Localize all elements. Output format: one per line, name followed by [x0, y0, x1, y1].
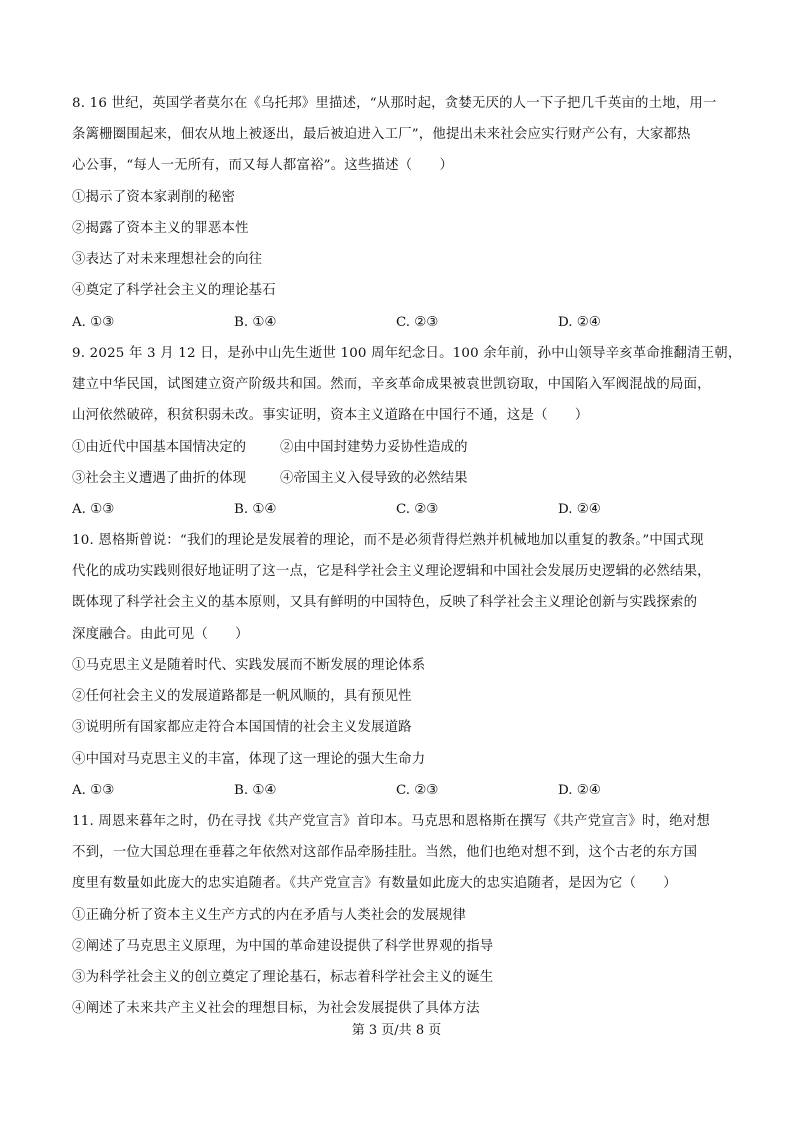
q10-stem-line-4: 深度融合。由此可见（ ） [72, 627, 249, 642]
q10-statement-3: ③说明所有国家都应走符合本国国情的社会主义发展道路 [72, 720, 412, 735]
q10-statement-4: ④中国对马克思主义的丰富，体现了这一理论的强大生命力 [72, 752, 426, 767]
q9-options [72, 500, 732, 520]
q9-statement-3: ③社会主义遭遇了曲折的体现 [72, 471, 247, 486]
q8-option-d[interactable]: D. ②④ [558, 315, 601, 330]
q10-stem-line-3: 既体现了科学社会主义的基本原则，又具有鲜明的中国特色，反映了科学社会主义理论创新与实践探索的 [72, 595, 698, 610]
q9-option-c[interactable]: C. ②③ [396, 502, 439, 517]
q10-option-a[interactable]: A. ①③ [72, 783, 115, 798]
q10-option-d[interactable]: D. ②④ [558, 783, 601, 798]
q9-statement-1: ①由近代中国基本国情决定的 [72, 440, 247, 455]
q9-option-d[interactable]: D. ②④ [558, 502, 601, 517]
q8-statement-3: ③表达了对未来理想社会的向往 [72, 252, 263, 267]
q9-statement-2: ②由中国封建势力妥协性造成的 [280, 440, 468, 455]
q8-option-a[interactable]: A. ①③ [72, 315, 115, 330]
q9-statement-4: ④帝国主义入侵导致的必然结果 [280, 471, 468, 486]
q11-statement-4: ④阐述了未来共产主义社会的理想目标，为社会发展提供了具体方法 [72, 1001, 480, 1016]
q10-stem-line-1: 10. 恩格斯曾说：“我们的理论是发展着的理论，而不是必须背得烂熟并机械地加以重复的教条。”中国式现 [72, 533, 704, 548]
q8-stem-line-1: 8. 16 世纪，英国学者莫尔在《乌托邦》里描述，“从那时起，贪婪无厌的人一下子把几千英亩的土地，用一 [72, 96, 717, 111]
q8-option-b[interactable]: B. ①④ [234, 315, 277, 330]
page-number: 第 3 页/共 8 页 [351, 1023, 442, 1038]
q10-stem-line-2: 代化的成功实践则很好地证明了这一点，它是科学社会主义理论逻辑和中国社会发展历史逻辑的必然结果， [72, 564, 711, 579]
q11-statement-3: ③为科学社会主义的创立奠定了理论基石，标志着科学社会主义的诞生 [72, 970, 494, 985]
q11-stem-line-2: 不到，一位大国总理在垂暮之年依然对这部作品牵肠挂肚。当然，他们也绝对想不到，这个古老的东方国 [72, 845, 698, 860]
q9-stem-line-3: 山河依然破碎，积贫积弱未改。事实证明，资本主义道路在中国行不通，这是（ ） [72, 408, 589, 423]
q8-statement-2: ②揭露了资本主义的罪恶本性 [72, 221, 249, 236]
q10-option-b[interactable]: B. ①④ [234, 783, 277, 798]
q8-stem-line-3: 心公事，“每人一无所有，而又每人都富裕”。这些描述（ ） [72, 158, 454, 173]
q11-statement-2: ②阐述了马克思主义原理，为中国的革命建设提供了科学世界观的指导 [72, 939, 494, 954]
q9-statement-row-1 [72, 438, 732, 458]
q8-statement-4: ④奠定了科学社会主义的理论基石 [72, 283, 276, 298]
q9-stem-line-1: 9. 2025 年 3 月 12 日，是孙中山先生逝世 100 周年纪念日。100 余年前，孙中山领导辛亥革命推翻清王朝， [72, 346, 742, 361]
q8-statement-1: ①揭示了资本家剥削的秘密 [72, 190, 236, 205]
q11-stem-line-1: 11. 周恩来暮年之时，仍在寻找《共产党宣言》首印本。马克思和恩格斯在撰写《共产党宣言》时，绝对想 [72, 814, 710, 829]
q9-statement-row-2 [72, 469, 732, 489]
q11-statement-1: ①正确分析了资本主义生产方式的内在矛盾与人类社会的发展规律 [72, 908, 467, 923]
q11-stem-line-3: 度里有数量如此庞大的忠实追随者。《共产党宣言》有数量如此庞大的忠实追随者，是因为它（ ） [72, 876, 677, 891]
q9-option-b[interactable]: B. ①④ [234, 502, 277, 517]
q9-stem-line-2: 建立中华民国，试图建立资产阶级共和国。然而，辛亥革命成果被袁世凯窃取，中国陷入军阀混战的局面， [72, 377, 711, 392]
q10-statement-1: ①马克思主义是随着时代、实践发展而不断发展的理论体系 [72, 658, 426, 673]
q8-option-c[interactable]: C. ②③ [396, 315, 439, 330]
q8-options [72, 313, 732, 333]
q10-option-c[interactable]: C. ②③ [396, 783, 439, 798]
q9-option-a[interactable]: A. ①③ [72, 502, 115, 517]
q8-stem-line-2: 条篱栅圈围起来，佃农从地上被逐出，最后被迫进入工厂”，他提出未来社会应实行财产公有，大家都热 [72, 127, 691, 142]
q10-statement-2: ②任何社会主义的发展道路都是一帆风顺的，具有预见性 [72, 689, 412, 704]
q10-options [72, 781, 732, 801]
